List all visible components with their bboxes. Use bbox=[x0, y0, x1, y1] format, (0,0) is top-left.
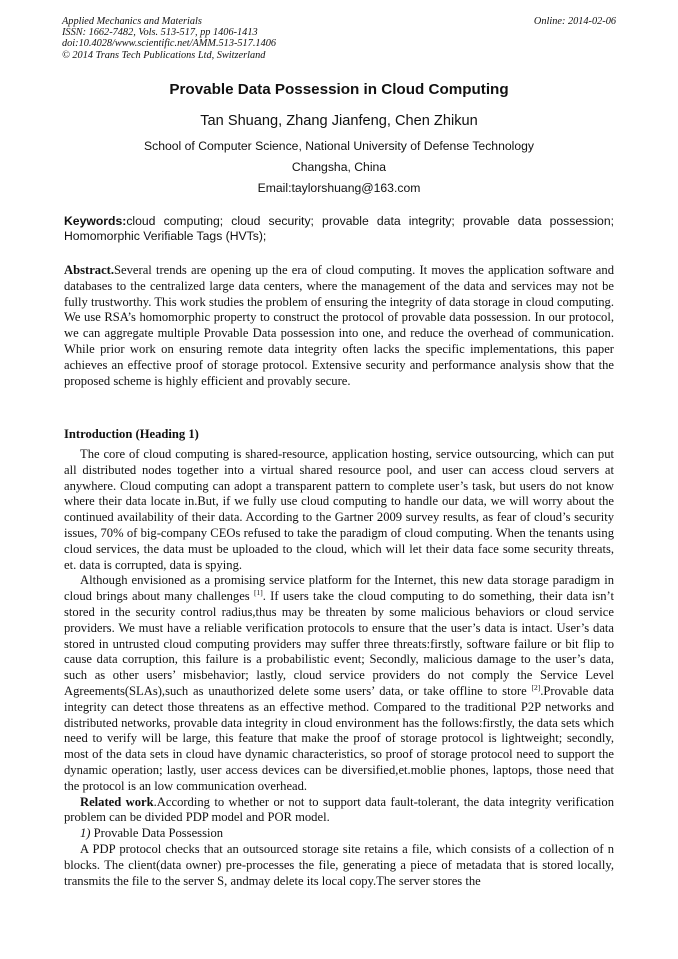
subsection-heading bbox=[64, 826, 614, 842]
doi-line: doi:10.4028/www.scientific.net/AMM.513-517.1406 bbox=[62, 38, 277, 50]
email: Email:taylorshuang@163.com bbox=[257, 181, 421, 195]
abstract bbox=[64, 263, 614, 389]
paragraph bbox=[64, 795, 614, 827]
paragraph bbox=[64, 573, 614, 794]
paragraph-text: .According to whether or not to support data fault-tolerant, the data integrity verification problem can be divided PDP model and POR model. bbox=[64, 794, 614, 825]
keywords-text: cloud computing; cloud security; provable data integrity; provable data possession; Homomorphic Verifiable Tags (HVTs); bbox=[64, 214, 614, 243]
paragraph: A PDP protocol checks that an outsourced storage site retains a file, which consists of a collection of n blocks. The client(data owner) pre-processes the file, generating a piece of metadata that is stored locally, transmits the file to the server S, andmay delete its local copy.The server stores the bbox=[64, 841, 614, 888]
paragraph-text: . If users take the cloud computing to do something, their data isn’t stored in the security control radius,thus may be threaten by some malicious behaviors or cloud service providers. We must have a reliable verification protocols to ensure that the user’s data is intact. User’s data stored in untrusted cloud computing providers may suffer three threats:firstly, software failure or bit flip to cause data corruption, this failure is a probabilistic event; Secondly, malicious damage to the user’s data, such as other users’ misbehavior; lastly, cloud service providers do not comply the Service Level Agreements(SLAs),such as unauthorized delete some users’ data, or take offline to store bbox=[64, 589, 614, 698]
subsection-number: 1) bbox=[80, 826, 91, 841]
city: Changsha, China bbox=[291, 160, 387, 174]
citation: [1] bbox=[253, 588, 263, 598]
journal-header bbox=[62, 16, 616, 61]
abstract-label: Abstract. bbox=[64, 263, 115, 277]
keywords bbox=[64, 214, 614, 244]
paragraph-text: .Provable data integrity can detect those threatens as an effective method. Compared to the traditional P2P networks and distributed networks, provable data integrity in cloud environment has the follows:firstly, the data sets which need to verify will be large, this feature that make the proof of storage protocol is lightweight; secondly, most of the data sets in cloud have dynamic characteristics, so proof of storage protocol need to support the dynamic operation; lastly, user access devices can be diversified,et.moblie phones, laptops, those need that the protocol is an low communication overhead. bbox=[64, 683, 614, 793]
paper-title: Provable Data Possession in Cloud Computing bbox=[169, 81, 509, 98]
issn-line: ISSN: 1662-7482, Vols. 513-517, pp 1406-1413 bbox=[62, 27, 258, 39]
abstract-text: Several trends are opening up the era of cloud computing. It moves the application software and databases to the centralized large data centers, where the management of the data and services may not be fully trustworthy. This work studies the problem of ensuring the integrity of data storage in cloud computing. We use RSA’s homomorphic property to construct the protocol of provable data possession. In our protocol, we can aggregate multiple Provable Data possession into one, and reduce the overhead of communication. While prior work on ensuring remote data integrity often lacks the specific implementations, this paper achieves an effective proof of storage protocol. Extensive security and performance analysis show that the proposed scheme is highly efficient and provably secure. bbox=[64, 263, 614, 388]
online-date: Online: 2014-02-06 bbox=[533, 16, 616, 27]
section-heading: Introduction (Heading 1) bbox=[64, 427, 199, 441]
copyright-line: © 2014 Trans Tech Publications Ltd, Switzerland bbox=[62, 49, 266, 61]
authors: Tan Shuang, Zhang Jianfeng, Chen Zhikun bbox=[200, 113, 478, 129]
subsection-title: Provable Data Possession bbox=[90, 826, 224, 841]
introduction-body bbox=[64, 447, 614, 889]
keywords-label: Keywords: bbox=[64, 214, 127, 228]
paragraph-text: Although envisioned as a promising service platform for the Internet, this new data storage paradigm in cloud brings about many challenges bbox=[64, 573, 614, 604]
journal-name: Applied Mechanics and Materials bbox=[62, 16, 202, 27]
paragraph: The core of cloud computing is shared-resource, application hosting, service outsourcing, which can put all distributed nodes together into a virtual shared resource pool, and user can access cloud servers at anywhere. Cloud computing can adopt a transparent pattern to complete user’s task, but users do not know where their data locate in.But, if we fully use cloud computing to handle our data, we will worry about the continued availability of their data. According to the Gartner 2009 survey results, as fear of cloud’s security issues, 70% of big-company CEOs refused to take the paradigm of cloud computing. When the tenants using cloud services, the data must be uploaded to the cloud, which will let their data face some security threats, et. data is corrupted, data is spying. bbox=[64, 447, 614, 572]
citation: [2] bbox=[531, 682, 541, 692]
related-work-label: Related work bbox=[80, 794, 154, 809]
affiliation: School of Computer Science, National University of Defense Technology bbox=[144, 139, 534, 153]
